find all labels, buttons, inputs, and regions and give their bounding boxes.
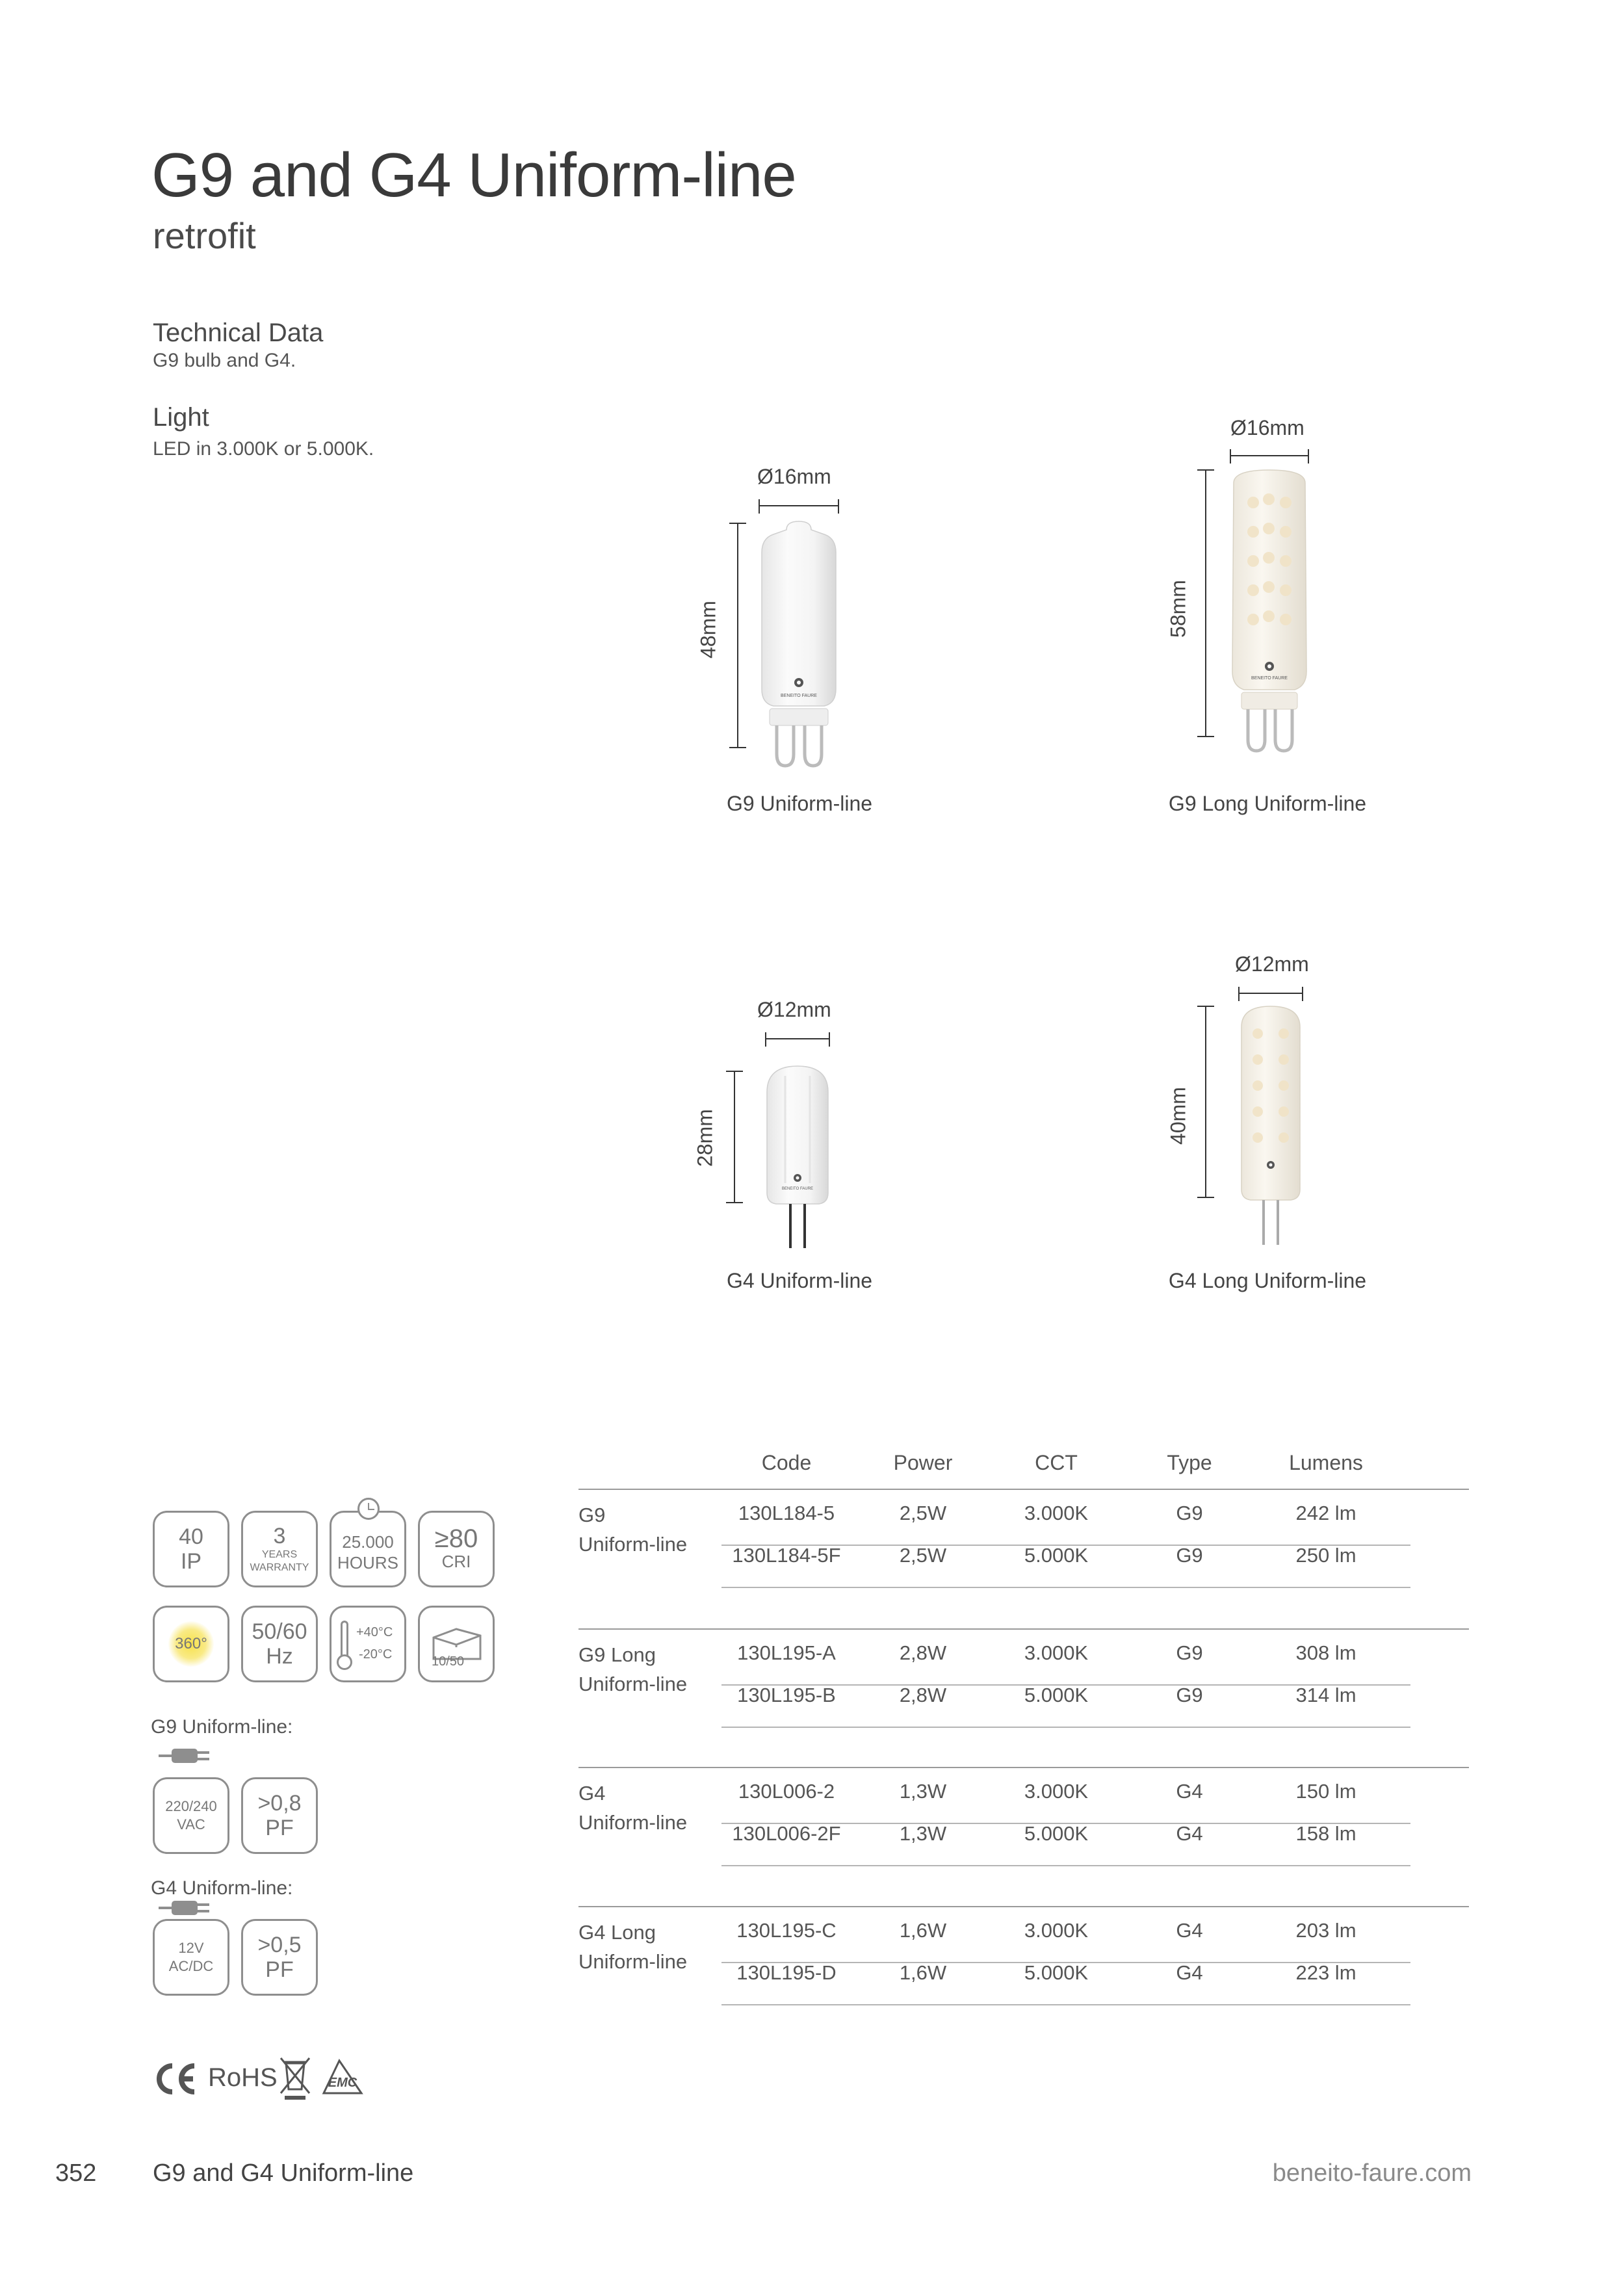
table-cell: 130L184-5F bbox=[732, 1544, 841, 1567]
table-cell: 5.000K bbox=[1024, 1822, 1089, 1845]
table-cell: G4 bbox=[1176, 1919, 1203, 1942]
light-heading: Light bbox=[153, 403, 209, 432]
row-divider bbox=[721, 1865, 1410, 1866]
table-cell: 314 lm bbox=[1295, 1684, 1357, 1706]
weee-bin-icon bbox=[278, 2054, 312, 2101]
table-cell: 1,3W bbox=[899, 1780, 947, 1803]
g4-power-factor-icon: >0,5 PF bbox=[241, 1919, 318, 1996]
table-cell: 3.000K bbox=[1024, 1641, 1089, 1664]
page-title: G9 and G4 Uniform-line bbox=[151, 140, 796, 210]
plug-icon bbox=[172, 1749, 198, 1763]
group-name: G4 bbox=[578, 1782, 606, 1805]
frequency-icon: 50/60 Hz bbox=[241, 1606, 318, 1682]
group-name: Uniform-line bbox=[578, 1811, 688, 1834]
table-cell: 3.000K bbox=[1024, 1502, 1089, 1524]
table-cell: 130L195-A bbox=[737, 1641, 836, 1664]
table-cell: 223 lm bbox=[1295, 1961, 1357, 1984]
table-cell: 2,8W bbox=[899, 1641, 947, 1664]
table-cell: 250 lm bbox=[1295, 1544, 1357, 1567]
lifetime-hours-icon: 25.000 HOURS bbox=[330, 1511, 406, 1587]
g9-electrical-heading: G9 Uniform-line: bbox=[151, 1716, 293, 1738]
table-cell: G9 bbox=[1176, 1684, 1203, 1706]
g4-long-bulb-drawing bbox=[1183, 982, 1352, 1268]
table-cell: 130L006-2 bbox=[738, 1780, 835, 1803]
table-cell: 130L195-B bbox=[737, 1684, 836, 1706]
emc-mark-icon bbox=[320, 2058, 365, 2097]
group-name: Uniform-line bbox=[578, 1673, 688, 1695]
g9-long-diameter-label: Ø16mm bbox=[1230, 416, 1305, 439]
table-cell: 1,6W bbox=[899, 1961, 947, 1984]
temperature-range-icon: +40°C -20°C bbox=[330, 1606, 406, 1682]
group-divider bbox=[578, 1767, 1469, 1768]
table-cell: 2,5W bbox=[899, 1544, 947, 1567]
table-cell: 2,5W bbox=[899, 1502, 947, 1524]
table-cell: G9 bbox=[1176, 1502, 1203, 1524]
svg-text:EMC: EMC bbox=[328, 2076, 357, 2090]
group-name: G4 Long bbox=[578, 1921, 656, 1944]
column-header: CCT bbox=[1035, 1451, 1078, 1474]
table-cell: 2,8W bbox=[899, 1684, 947, 1706]
beam-angle-icon: 360° bbox=[153, 1606, 229, 1682]
g4-bulb-drawing bbox=[715, 1027, 884, 1268]
table-cell: G9 bbox=[1176, 1544, 1203, 1567]
footer-website[interactable]: beneito-faure.com bbox=[1272, 2159, 1472, 2187]
row-divider bbox=[721, 1727, 1410, 1728]
g4-voltage-icon: 12V AC/DC bbox=[153, 1919, 229, 1996]
ce-mark-icon bbox=[153, 2061, 198, 2097]
table-cell: 1,6W bbox=[899, 1919, 947, 1942]
footer-title: G9 and G4 Uniform-line bbox=[153, 2159, 414, 2187]
g4-diameter-label: Ø12mm bbox=[757, 998, 831, 1021]
table-cell: 3.000K bbox=[1024, 1919, 1089, 1942]
g9-height-label: 48mm bbox=[696, 601, 720, 659]
table-cell: 130L195-C bbox=[736, 1919, 837, 1942]
clock-icon bbox=[357, 1498, 380, 1520]
row-divider bbox=[721, 1587, 1410, 1588]
table-cell: 1,3W bbox=[899, 1822, 947, 1845]
g9-power-factor-icon: >0,8 PF bbox=[241, 1777, 318, 1854]
svg-text:BENEITO FAURE: BENEITO FAURE bbox=[1251, 676, 1288, 681]
group-name: Uniform-line bbox=[578, 1533, 688, 1556]
g4-long-diameter-label: Ø12mm bbox=[1235, 952, 1309, 976]
table-cell: 150 lm bbox=[1295, 1780, 1357, 1803]
group-name: Uniform-line bbox=[578, 1950, 688, 1973]
g4-long-caption: G4 Long Uniform-line bbox=[1168, 1269, 1367, 1292]
g9-long-caption: G9 Long Uniform-line bbox=[1168, 792, 1367, 815]
table-cell: G4 bbox=[1176, 1822, 1203, 1845]
table-cell: 130L006-2F bbox=[732, 1822, 841, 1845]
table-cell: 5.000K bbox=[1024, 1544, 1089, 1567]
column-header: Power bbox=[893, 1451, 953, 1474]
table-cell: G4 bbox=[1176, 1780, 1203, 1803]
group-name: G9 Long bbox=[578, 1643, 656, 1666]
table-cell: 130L184-5 bbox=[738, 1502, 835, 1524]
technical-heading: Technical Data bbox=[153, 319, 324, 347]
row-divider bbox=[721, 2004, 1410, 2005]
light-text: LED in 3.000K or 5.000K. bbox=[153, 438, 374, 460]
g4-long-height-label: 40mm bbox=[1166, 1087, 1190, 1145]
packaging-icon: 10/50 bbox=[418, 1606, 495, 1682]
rohs-mark: RoHS bbox=[208, 2063, 278, 2092]
g9-bulb-drawing bbox=[715, 494, 884, 793]
group-name: G9 bbox=[578, 1504, 606, 1526]
table-cell: 3.000K bbox=[1024, 1780, 1089, 1803]
warranty-icon: 3 YEARS WARRANTY bbox=[241, 1511, 318, 1587]
page-number: 352 bbox=[55, 2159, 97, 2187]
table-cell: 203 lm bbox=[1295, 1919, 1357, 1942]
g4-electrical-heading: G4 Uniform-line: bbox=[151, 1877, 293, 1899]
table-cell: 308 lm bbox=[1295, 1641, 1357, 1664]
table-cell: 158 lm bbox=[1295, 1822, 1357, 1845]
group-divider bbox=[578, 1489, 1469, 1490]
table-cell: 5.000K bbox=[1024, 1961, 1089, 1984]
g9-long-height-label: 58mm bbox=[1166, 580, 1190, 638]
table-cell: 130L195-D bbox=[736, 1961, 837, 1984]
column-header: Code bbox=[761, 1451, 812, 1474]
plug-icon bbox=[172, 1901, 198, 1915]
table-cell: G9 bbox=[1176, 1641, 1203, 1664]
svg-text:BENEITO FAURE: BENEITO FAURE bbox=[782, 1187, 813, 1191]
g9-diameter-label: Ø16mm bbox=[757, 465, 831, 488]
group-divider bbox=[578, 1628, 1469, 1630]
g9-long-bulb-drawing bbox=[1183, 444, 1352, 782]
group-divider bbox=[578, 1906, 1469, 1907]
table-cell: G4 bbox=[1176, 1961, 1203, 1984]
table-cell: 5.000K bbox=[1024, 1684, 1089, 1706]
ip-rating-icon: 40 IP bbox=[153, 1511, 229, 1587]
page-subtitle: retrofit bbox=[153, 215, 256, 256]
svg-text:BENEITO FAURE: BENEITO FAURE bbox=[781, 694, 817, 698]
g4-caption: G4 Uniform-line bbox=[726, 1269, 873, 1292]
g9-caption: G9 Uniform-line bbox=[726, 792, 873, 815]
cri-icon: ≥80 CRI bbox=[418, 1511, 495, 1587]
g4-height-label: 28mm bbox=[693, 1109, 717, 1167]
technical-text: G9 bulb and G4. bbox=[153, 350, 296, 371]
column-header: Type bbox=[1167, 1451, 1212, 1474]
g9-voltage-icon: 220/240 VAC bbox=[153, 1777, 229, 1854]
table-cell: 242 lm bbox=[1295, 1502, 1357, 1524]
thermometer-icon bbox=[341, 1621, 348, 1660]
column-header: Lumens bbox=[1289, 1451, 1363, 1474]
